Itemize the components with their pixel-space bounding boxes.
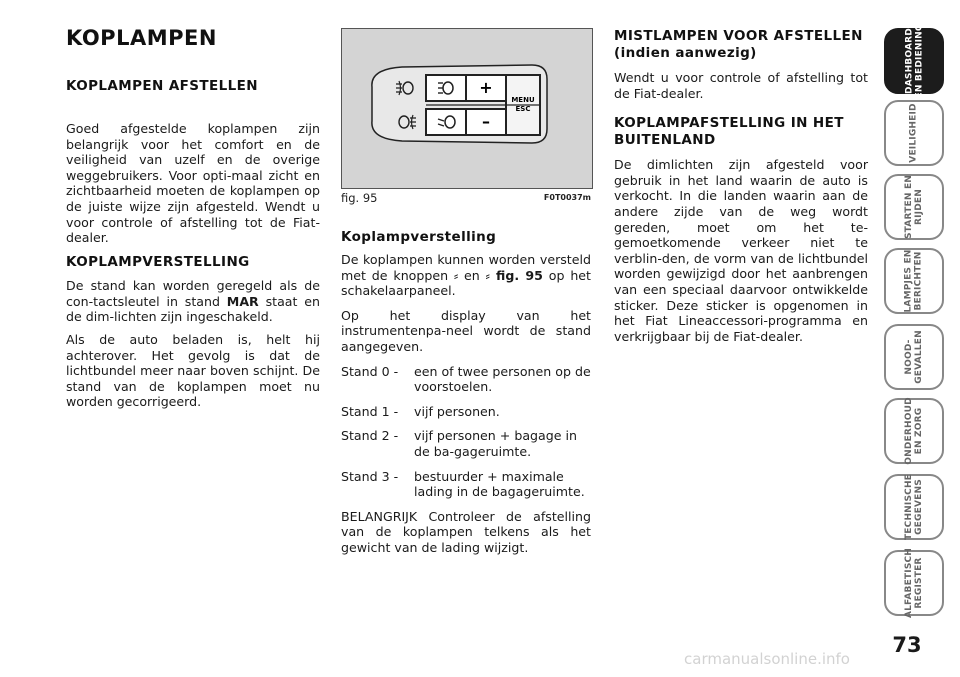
tab-label: ONDERHOUD EN ZORG <box>904 397 924 465</box>
page-number: 73 <box>892 633 922 657</box>
stand-label: Stand 2 - <box>341 428 399 444</box>
tab-label: STARTEN EN RIJDEN <box>904 174 925 240</box>
stand-label: Stand 0 - <box>341 363 399 379</box>
tab-lampjes[interactable] <box>884 248 944 314</box>
tab-label: TECHNISCHE GEGEVENS <box>904 473 925 541</box>
paragraph-afstellen: Goed afgestelde koplampen zijn belangrijk voor het comfort en de veiligheid van uzelf en de overige weggebruikers. Voor opti-maal zicht en zichtbaarheid moeten de koplampen op de juiste wijze zijn afgesteld. Wendt u voor controle of afstelling tot de Fiat-dealer. <box>66 121 320 246</box>
paragraph-stand <box>66 278 320 325</box>
menu-label: MENU <box>511 96 535 104</box>
text-segment: De koplampen kunnen worden versteld met de knoppen <box>341 252 591 283</box>
watermark: carmanualsonline.info <box>684 650 850 668</box>
stand-text: een of twee personen op de voorstoelen. <box>414 363 591 395</box>
tab-label: NOOD- GEVALLEN <box>903 330 924 384</box>
tab-label: DASHBOARD EN BEDIENING <box>904 23 924 99</box>
minus-label: – <box>482 112 490 131</box>
heading-koplampverstelling-sub: Koplampverstelling <box>341 229 497 245</box>
heading-mistlampen: MISTLAMPEN VOOR AFSTELLEN <box>614 28 863 44</box>
heading-buitenland: KOPLAMPAFSTELLING IN HET BUITENLAND <box>614 115 844 149</box>
tab-register[interactable] <box>884 547 944 619</box>
list-item-stand-2 <box>341 428 591 459</box>
headlight-down-symbol-icon: ⸗ <box>485 267 490 283</box>
switch-panel-illustration <box>342 29 592 188</box>
paragraph-buitenland: De dimlichten zijn afgesteld voor gebruik in het land waarin de auto is verkocht. In die landen waarin aan de andere zijde van de weg wordt gereden, moet om het te-gemoetkomende verkeer niet te verblin-den, de vorm van de lichtbundel worden gewijzigd door het aanbrengen van een speciaal daarvoor ontwikkelde sticker. Deze sticker is opgenomen in het Fiat Lineaccessori-programma en verkrijgbaar bij de Fiat-dealer. <box>614 157 868 344</box>
stand-label: Stand 1 - <box>341 403 399 419</box>
fog-light-button <box>426 75 466 101</box>
paragraph-beladen: Als de auto beladen is, helt hij achterover. Het gevolg is dat de lichtbundel meer naar boven schijnt. De stand van de koplampen moet nu worden gecorrigeerd. <box>66 332 320 410</box>
stand-text: vijf personen + bagage in de ba-gageruimte. <box>414 428 577 459</box>
tab-dashboard[interactable] <box>884 23 944 99</box>
text-segment: staat en de dim-lichten zijn ingeschakeld. <box>66 293 320 325</box>
text-segment: op het schakelaarpaneel. <box>341 267 591 299</box>
esc-label: ESC <box>515 105 531 113</box>
tab-noodgevallen[interactable] <box>884 324 944 390</box>
paragraph-knoppen <box>341 252 591 299</box>
stand-label: Stand 3 - <box>341 468 399 484</box>
stand-text: bestuurder + maximale lading in de bagageruimte. <box>414 468 585 500</box>
figure-code: F0T0037m <box>543 193 591 202</box>
paragraph-display: Op het display van het instrumentenpa-neel wordt de stand aangegeven. <box>341 307 591 354</box>
right-body <box>614 28 868 353</box>
text-segment: De stand kan worden geregeld als de con-tactsleutel in stand <box>66 278 320 309</box>
tab-starten[interactable] <box>884 174 944 240</box>
middle-body <box>341 252 591 565</box>
key-position-mar: MAR <box>226 293 259 309</box>
headlight-up-symbol-icon: ⸗ <box>453 267 459 283</box>
figure-switch-panel <box>341 28 593 189</box>
list-item-stand-0 <box>341 364 591 395</box>
heading-koplampen-afstellen: KOPLAMPEN AFSTELLEN <box>66 78 258 94</box>
rear-fog-button <box>426 109 466 135</box>
heading-mistlampen-sub: (indien aanwezig) <box>614 45 757 61</box>
tab-veiligheid[interactable] <box>884 100 944 166</box>
figure-caption <box>341 191 591 205</box>
paragraph-mistlampen: Wendt u voor controle of afstelling tot de Fiat-dealer. <box>614 70 868 101</box>
paragraph-belangrijk: BELANGRIJK Controleer de afstelling van de koplampen telkens als het gewicht van de lading wijzigt. <box>341 508 591 555</box>
tab-label: LAMPJES EN BERICHTEN <box>904 249 925 313</box>
figure-reference: fig. 95 <box>489 267 543 283</box>
page-title: KOPLAMPEN <box>66 26 217 50</box>
text-segment: en <box>458 267 486 283</box>
figure-label: fig. 95 <box>341 191 378 205</box>
plus-label: + <box>479 78 493 97</box>
stand-text: vijf personen. <box>414 403 500 419</box>
tab-onderhoud[interactable] <box>884 398 944 464</box>
heading-koplampverstelling: KOPLAMPVERSTELLING <box>66 254 250 270</box>
tab-label: VEILIGHEID <box>909 103 919 163</box>
tab-technische[interactable] <box>884 474 944 540</box>
tab-label: ALFABETISCH REGISTER <box>904 547 925 619</box>
list-item-stand-3 <box>341 469 591 500</box>
list-item-stand-1 <box>341 404 591 420</box>
